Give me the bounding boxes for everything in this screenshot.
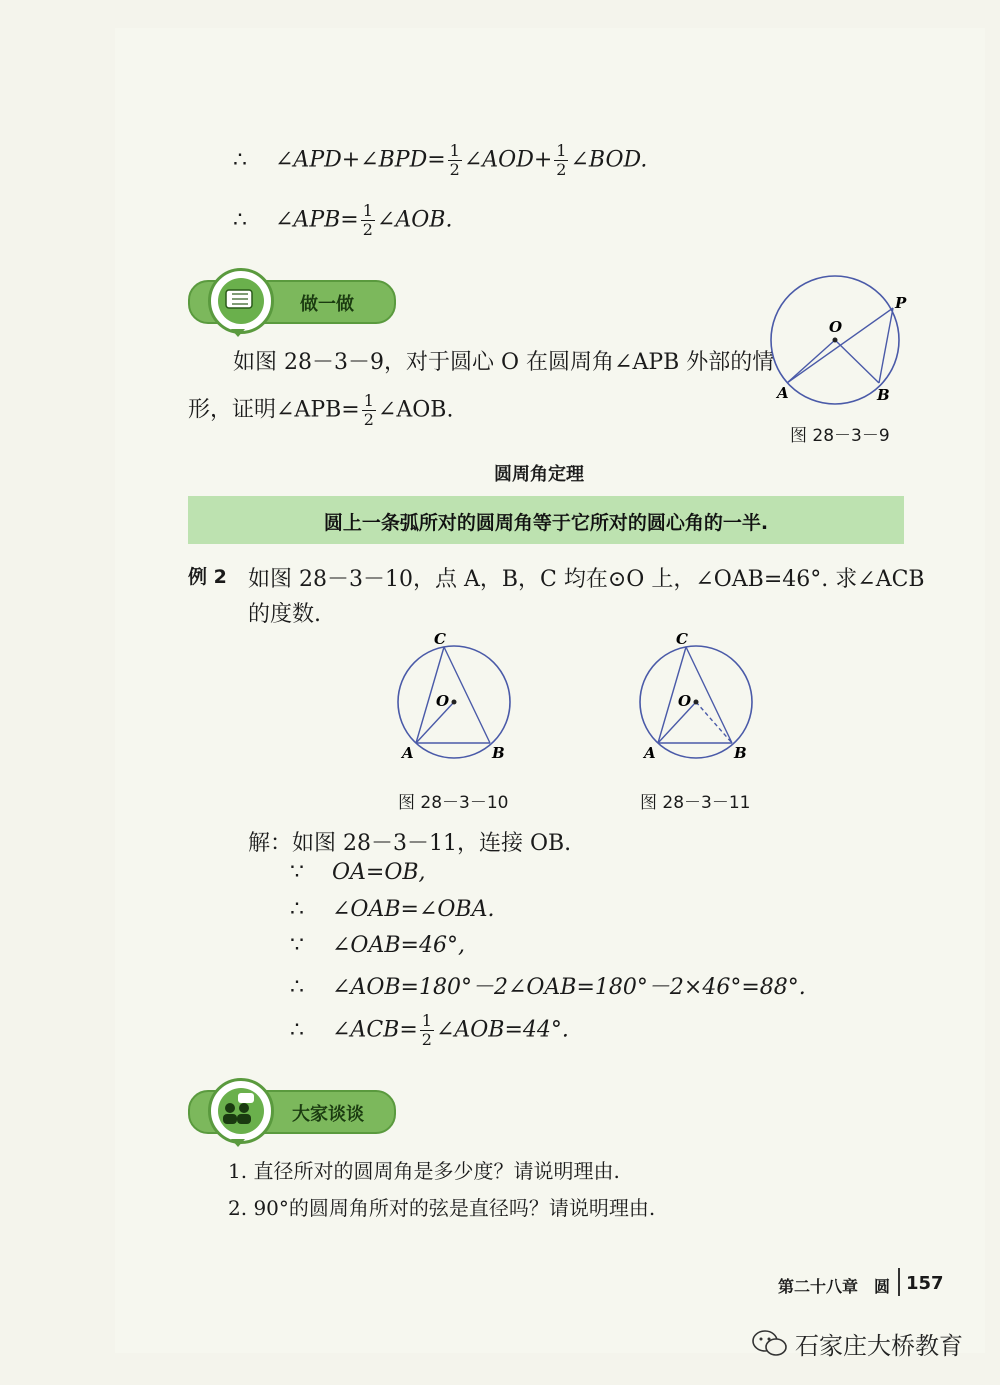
solution-step-3: ∵ ∠OAB=46°,: [290, 933, 465, 958]
activity-text-2: 形，证明∠APB= $\frac{1}{2}$ ∠AOB.: [188, 391, 454, 429]
solution-step-5: ∴ ∠ACB= $\frac{1}{2}$ ∠AOB=44°.: [290, 1011, 569, 1049]
solution-intro: 解：如图 28－3－11，连接 OB.: [248, 831, 572, 856]
fraction: $\frac{1}{2}$: [362, 201, 373, 239]
activity-title: 做一做: [300, 294, 354, 315]
solution-step-2: ∴ ∠OAB=∠OBA.: [290, 897, 495, 922]
discussion-pointer: [231, 1139, 245, 1147]
activity-text-1: 如图 28－3－9，对于圆心 O 在圆周角∠APB 外部的情: [233, 350, 775, 375]
discussion-question-2: 2. 90°的圆周角所对的弦是直径吗？请说明理由.: [228, 1196, 656, 1220]
label-B: B: [492, 744, 505, 762]
people-talking-icon: [208, 1078, 268, 1138]
proof-line-2: ∴ ∠APB= $\frac{1}{2}$ ∠AOB.: [233, 201, 453, 239]
center-point: [452, 700, 457, 705]
solution-step-1: ∵ OA=OB,: [290, 860, 426, 885]
example-text-2: 的度数.: [248, 602, 321, 627]
theorem-statement: 圆上一条弧所对的圆周角等于它所对的圆心角的一半.: [323, 512, 769, 534]
label-O: O: [678, 692, 692, 710]
radius-OA: [787, 340, 835, 383]
figure-28-3-9: [765, 272, 915, 412]
figure-caption-9: 图 28－3－9: [790, 426, 890, 446]
solution-step-4: ∴ ∠AOB=180°－2∠OAB=180°－2×46°=88°.: [290, 975, 806, 1000]
label-C: C: [434, 630, 446, 648]
radius-OB-dashed: [696, 702, 732, 743]
theorem-band: [188, 496, 904, 544]
activity-icon-circle: [208, 268, 274, 334]
example-text-1: 如图 28－3－10，点 A，B，C 均在⊙O 上，∠OAB=46°. 求∠ACB: [248, 567, 925, 592]
label-O: O: [436, 692, 450, 710]
label-A: A: [402, 744, 414, 762]
fraction: $\frac{1}{2}$: [363, 391, 374, 429]
hand-icon: [208, 268, 268, 328]
fraction: $\frac{1}{2}$: [449, 141, 460, 179]
figure-28-3-11: [628, 630, 768, 765]
fraction: $\frac{1}{2}$: [421, 1011, 432, 1049]
label-P: P: [895, 294, 907, 312]
label-B: B: [734, 744, 747, 762]
footer-divider: [898, 1268, 900, 1296]
fraction: $\frac{1}{2}$: [556, 141, 567, 179]
proof-line-1: ∴ ∠APD+∠BPD= $\frac{1}{2}$ ∠AOD+ $\frac{1}{2}$ ∠BOD.: [233, 141, 648, 179]
label-C: C: [676, 630, 688, 648]
figure-caption-10: 图 28－3－10: [398, 793, 509, 813]
label-A: A: [777, 384, 789, 402]
label-O: O: [829, 318, 843, 336]
discussion-title: 大家谈谈: [292, 1104, 364, 1125]
center-point: [694, 700, 699, 705]
label-B: B: [877, 386, 890, 404]
wechat-icon: [750, 1328, 790, 1358]
discussion-question-1: 1. 直径所对的圆周角是多少度？请说明理由.: [228, 1159, 620, 1183]
discussion-icon-circle: [208, 1078, 274, 1144]
activity-pointer: [231, 329, 245, 337]
label-A: A: [644, 744, 656, 762]
figure-28-3-10: [386, 630, 526, 765]
page-number: 157: [906, 1273, 944, 1294]
chord-BC: [444, 647, 490, 743]
theorem-heading: 圆周角定理: [494, 464, 584, 485]
figure-caption-11: 图 28－3－11: [640, 793, 751, 813]
example-label: 例 2: [188, 566, 227, 588]
radius-OB: [835, 340, 879, 383]
center-point: [833, 338, 838, 343]
chord-BC: [686, 647, 732, 743]
watermark-text: 石家庄大桥教育: [795, 1332, 963, 1360]
chapter-footer: 第二十八章 圆: [778, 1277, 891, 1296]
